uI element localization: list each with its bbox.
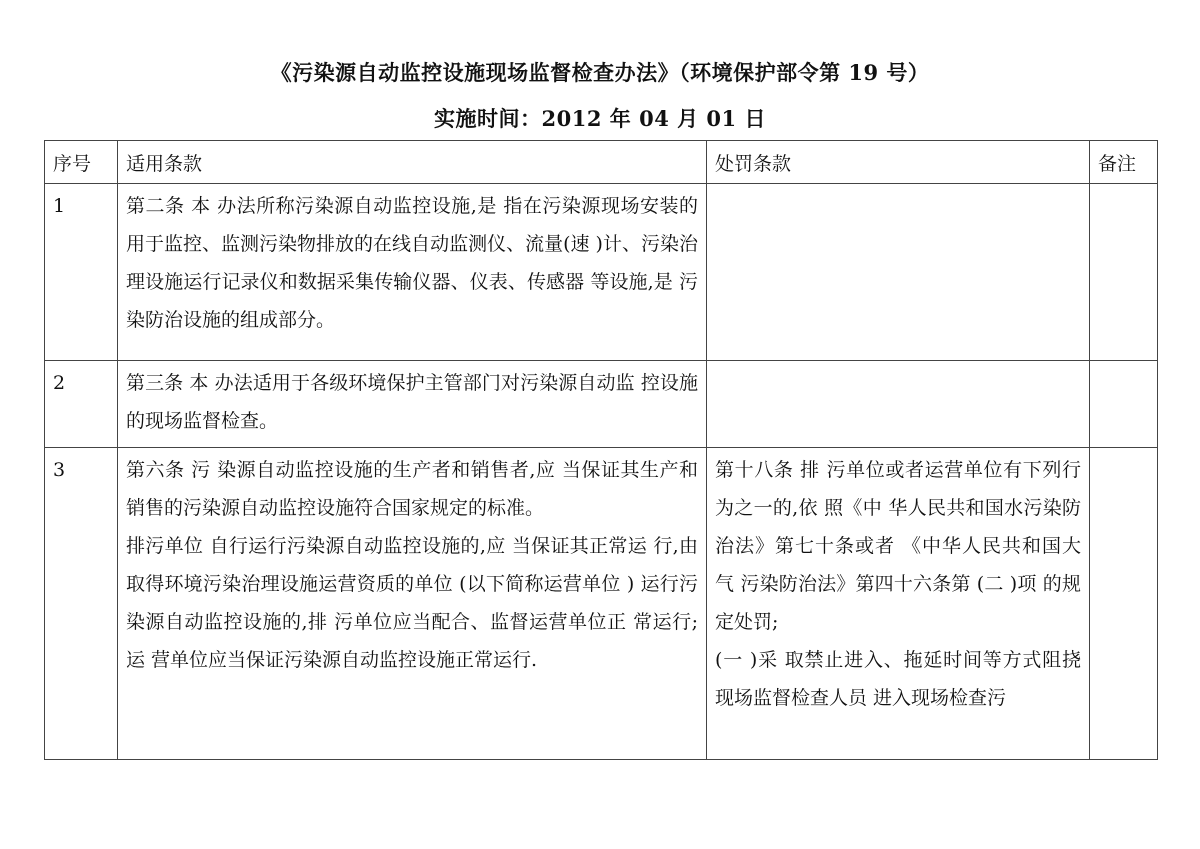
- table-header-row: [45, 141, 1158, 184]
- cell-applicable: [118, 361, 707, 448]
- penalty-paragraph: 第十八条 排 污单位或者运营单位有下列行为之一的,依 照《中 华人民共和国水污染防治法》第七十条或者 《中华人民共和国大气 污染防治法》第四十六条第 (二 )项 的规定处罚;: [715, 459, 1081, 633]
- applicable-paragraph: 第六条 污 染源自动监控设施的生产者和销售者,应 当保证其生产和销售的污染源自动监控设施符合国家规定的标准。: [126, 459, 698, 519]
- applicable-paragraph: 第二条 本 办法所称污染源自动监控设施,是 指在污染源现场安装的用于监控、监测污染物排放的在线自动监测仪、流量(速 )计、污染治理设施运行记录仪和数据采集传输仪器、仪表、传感器 等设施,是 污染防治设施的组成部分。: [126, 195, 698, 331]
- cell-no: 3: [45, 448, 118, 760]
- table-row: [45, 448, 1158, 760]
- cell-penalty: [707, 184, 1090, 361]
- table-row: [45, 184, 1158, 361]
- cell-penalty: [707, 361, 1090, 448]
- table-row: [45, 361, 1158, 448]
- document-title: 《污染源自动监控设施现场监督检查办法》（环境保护部令第 19 号）: [270, 60, 930, 85]
- applicable-paragraph: 排污单位 自行运行污染源自动监控设施的,应 当保证其正常运 行,由 取得环境污染治理设施运营资质的单位 (以下简称运营单位 ) 运行污染源自动监控设施的,排 污单位应当配合、监督运营单位正 常运行;运 营单位应当保证污染源自动监控设施正常运行.: [126, 535, 698, 671]
- header-remarks: 备注: [1090, 141, 1158, 184]
- header-penalty: 处罚条款: [707, 141, 1090, 184]
- cell-no: 1: [45, 184, 118, 361]
- penalty-paragraph: (一 )采 取禁止进入、拖延时间等方式阻挠现场监督检查人员 进入现场检查污: [715, 649, 1081, 709]
- cell-remarks: [1090, 448, 1158, 760]
- cell-remarks: [1090, 361, 1158, 448]
- cell-remarks: [1090, 184, 1158, 361]
- applicable-paragraph: 第三条 本 办法适用于各级环境保护主管部门对污染源自动监 控设施的现场监督检查。: [126, 372, 698, 432]
- cell-no: 2: [45, 361, 118, 448]
- header-no: 序号: [45, 141, 118, 184]
- document-subtitle: 实施时间：2012 年 04 月 01 日: [434, 106, 766, 131]
- cell-penalty: [707, 448, 1090, 760]
- header-applicable: 适用条款: [118, 141, 707, 184]
- cell-applicable: [118, 448, 707, 760]
- regulation-table: [44, 140, 1158, 760]
- cell-applicable: [118, 184, 707, 361]
